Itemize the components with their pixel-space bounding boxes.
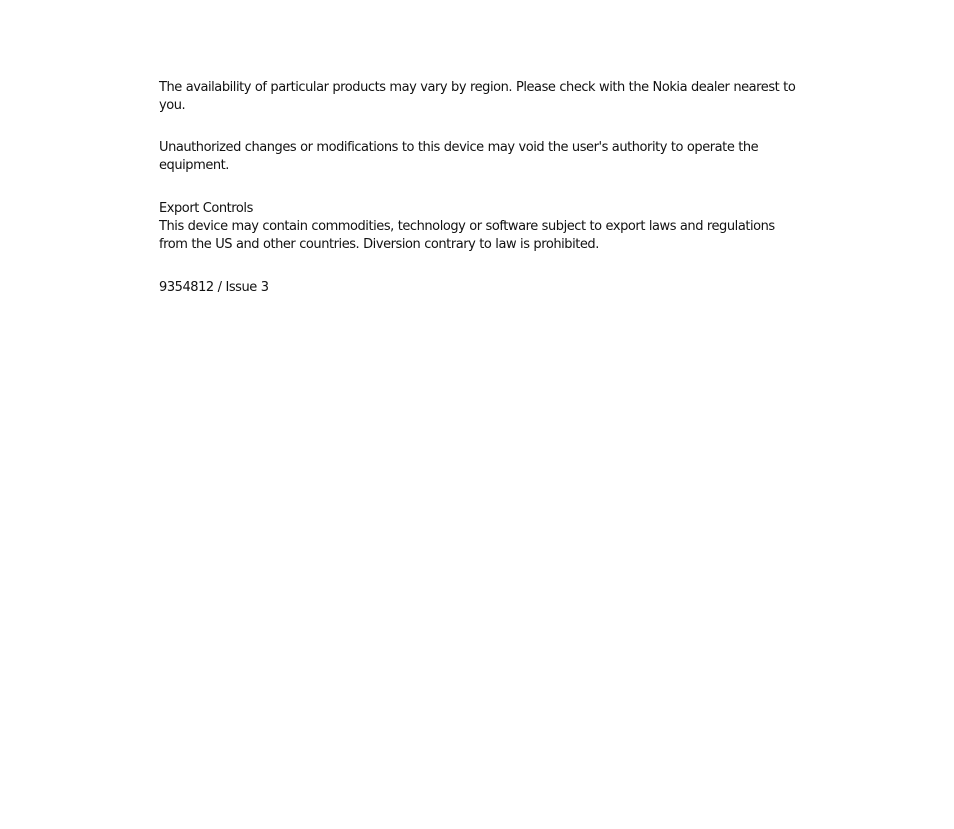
issue-number: 9354812 / Issue 3: [159, 280, 269, 295]
availability-paragraph: The availability of particular products may vary by region. Please check with the Nokia dealer nearest to you.: [159, 80, 796, 113]
export-controls-heading: Export Controls: [159, 201, 253, 216]
document-page: [159, 79, 799, 297]
export-controls-paragraph: This device may contain commodities, technology or software subject to export laws and regulations from the US and other countries. Diversion contrary to law is prohibited.: [159, 219, 775, 252]
unauthorized-changes-paragraph: Unauthorized changes or modifications to this device may void the user's authority to operate the equipment.: [159, 140, 759, 173]
export-controls-section: [159, 200, 799, 254]
